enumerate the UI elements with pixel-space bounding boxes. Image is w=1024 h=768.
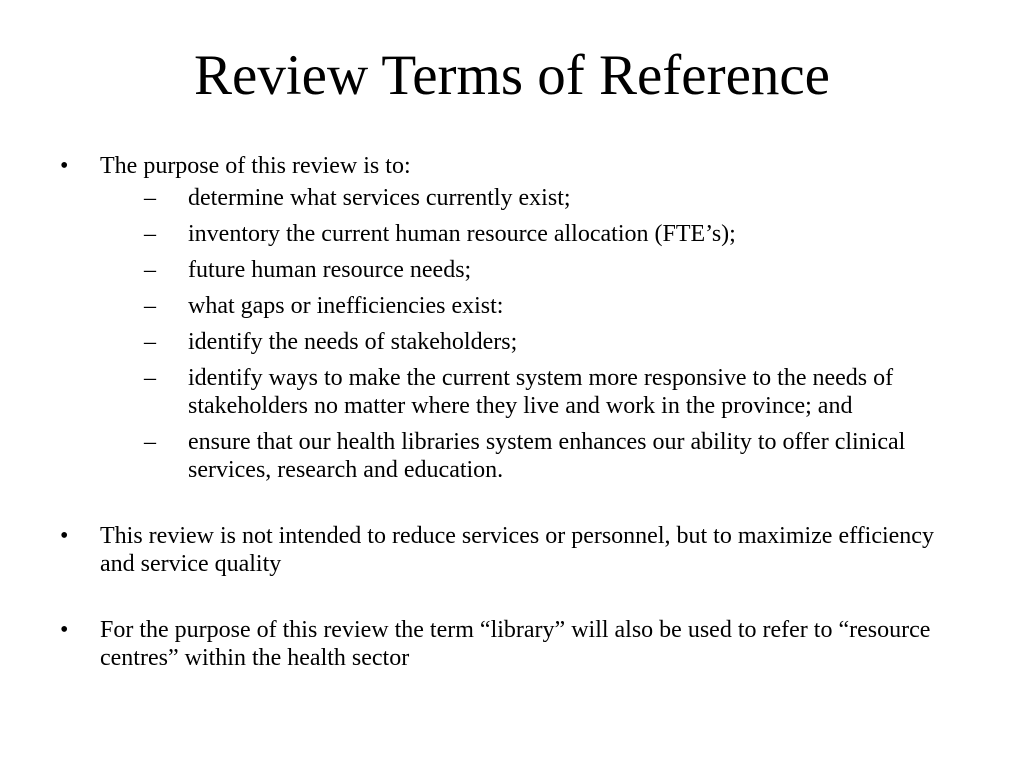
sub-bullet <box>142 292 958 320</box>
sub-bullet-text: inventory the current human resource allocation (FTE’s); <box>188 221 736 247</box>
sub-bullet-text: what gaps or inefficiencies exist: <box>188 293 504 319</box>
dash-marker: – <box>144 329 156 355</box>
sub-bullet-list <box>100 184 958 484</box>
dash-marker: – <box>144 365 156 391</box>
sub-bullet-text: future human resource needs; <box>188 257 472 283</box>
dash-marker: – <box>144 257 156 283</box>
spacer <box>58 578 958 616</box>
sub-bullet-text: determine what services currently exist; <box>188 185 571 211</box>
sub-bullet <box>142 256 958 284</box>
bullet-marker: • <box>60 153 69 179</box>
dash-marker: – <box>144 221 156 247</box>
sub-bullet <box>142 328 958 356</box>
sub-bullet-text: identify the needs of stakeholders; <box>188 329 518 355</box>
sub-bullet <box>142 220 958 248</box>
bullet-text: For the purpose of this review the term “library” will also be used to refer to “resource centres” within the health sector <box>100 617 931 671</box>
sub-bullet <box>142 364 958 420</box>
dash-marker: – <box>144 293 156 319</box>
slide-body <box>58 152 958 672</box>
spacer <box>58 484 958 522</box>
bullet-purpose <box>58 152 958 484</box>
sub-bullet <box>142 428 958 484</box>
bullet-marker: • <box>60 617 69 643</box>
dash-marker: – <box>144 429 156 455</box>
sub-bullet <box>142 184 958 212</box>
sub-bullet-text: ensure that our health libraries system enhances our ability to offer clinical services, research and education. <box>188 429 906 483</box>
slide-title: Review Terms of Reference <box>194 44 830 107</box>
bullet-definition <box>58 616 958 672</box>
sub-bullet-text: identify ways to make the current system more responsive to the needs of stakeholders no matter where they live and work in the province; and <box>188 365 894 419</box>
bullet-scope <box>58 522 958 578</box>
bullet-text: This review is not intended to reduce services or personnel, but to maximize efficiency and service quality <box>100 523 934 577</box>
bullet-text: The purpose of this review is to: <box>100 153 411 179</box>
bullet-marker: • <box>60 523 69 549</box>
dash-marker: – <box>144 185 156 211</box>
